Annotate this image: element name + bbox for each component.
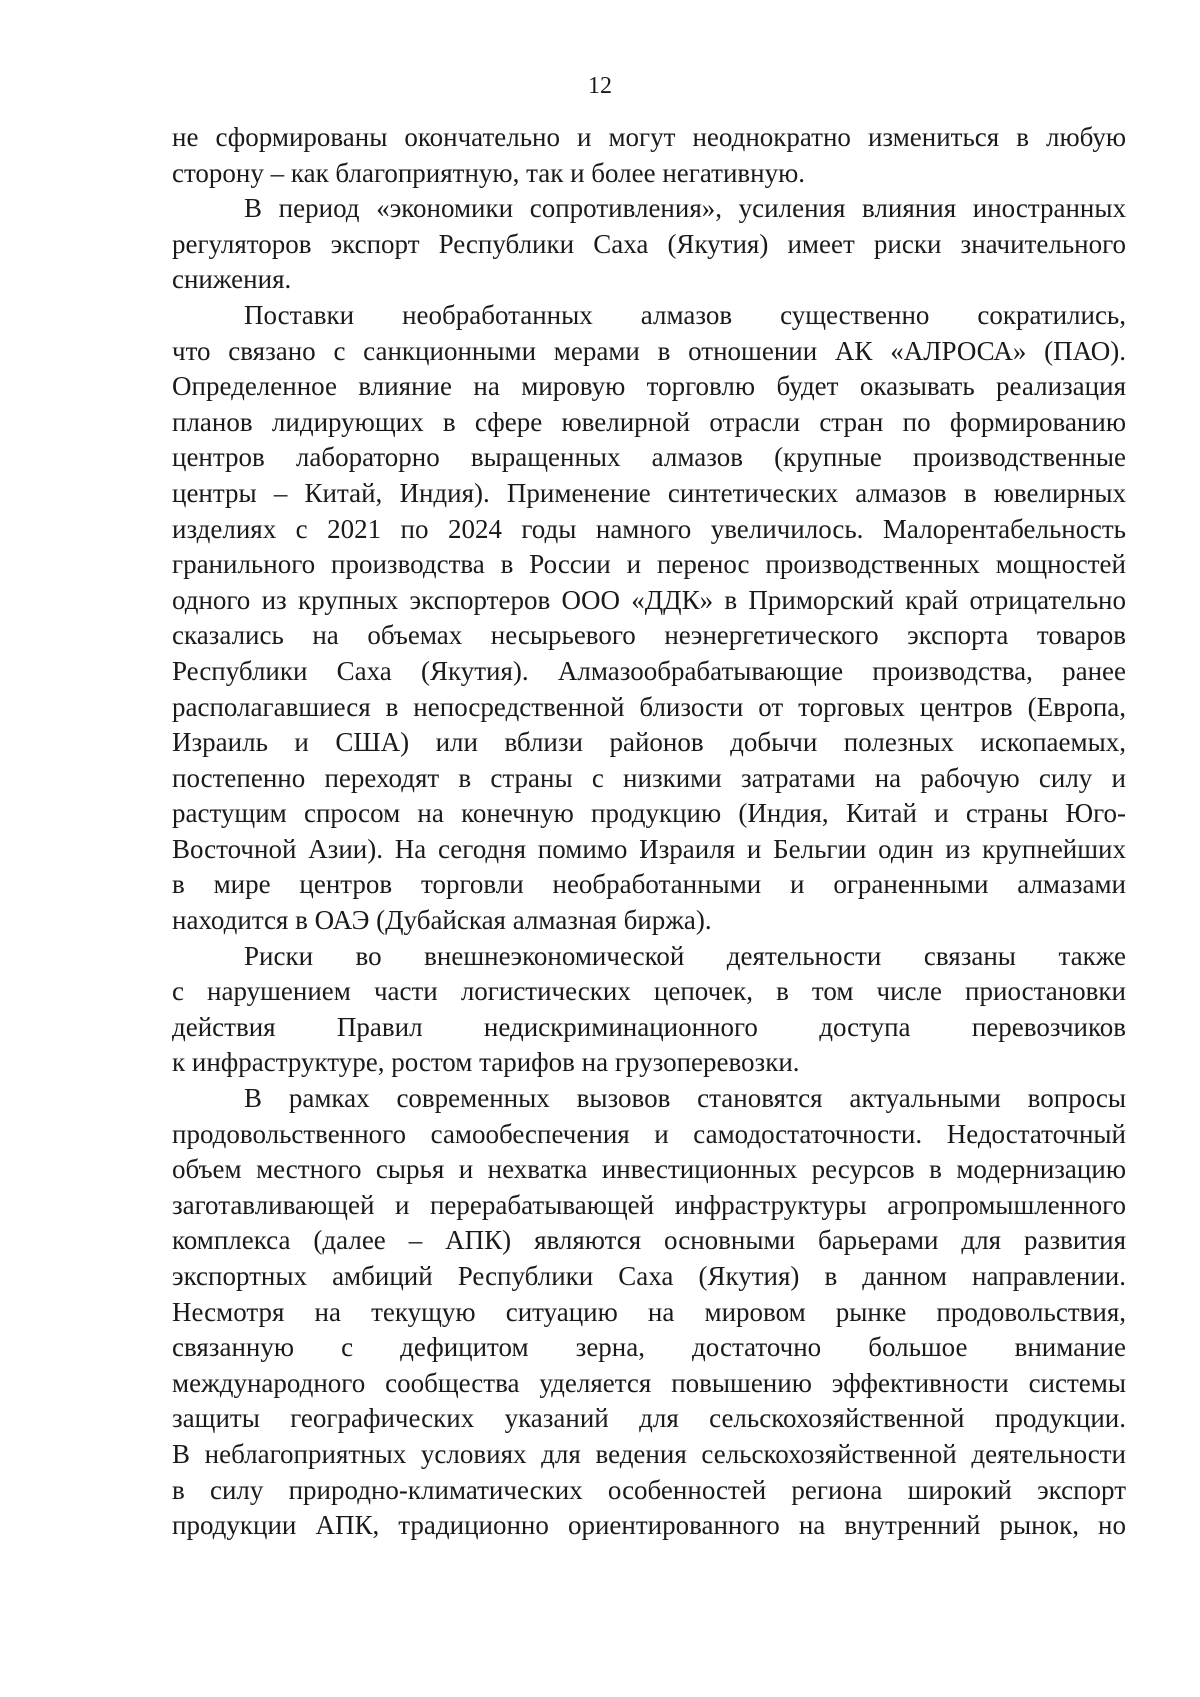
text-line: действия Правил недискриминационного доступа перевозчиков	[172, 1011, 1126, 1042]
text-line: изделиях с 2021 по 2024 годы намного увеличилось. Малорентабельность	[172, 513, 1126, 544]
text-line: Республики Саха (Якутия). Алмазообрабатывающие производства, ранее	[172, 655, 1126, 686]
text-line: сторону – как благоприятную, так и более негативную.	[172, 157, 806, 188]
text-line: что связано с санкционными мерами в отношении АК «АЛРОСА» (ПАО).	[172, 335, 1126, 366]
text-line: планов лидирующих в сфере ювелирной отрасли стран по формированию	[172, 406, 1126, 437]
document-body	[172, 120, 1126, 1544]
paragraph	[172, 191, 1126, 298]
text-line: растущим спросом на конечную продукцию (Индия, Китай и страны Юго-	[172, 798, 1126, 829]
text-line: с нарушением части логистических цепочек, в том числе приостановки	[172, 976, 1126, 1007]
text-line: связанную с дефицитом зерна, достаточно большое внимание	[172, 1332, 1126, 1363]
text-line: Риски во внешнеэкономической деятельности связаны также	[244, 940, 1126, 971]
text-line: заготавливающей и перерабатывающей инфраструктуры агропромышленного	[172, 1189, 1126, 1220]
text-line: располагавшиеся в непосредственной близости от торговых центров (Европа,	[172, 691, 1126, 722]
text-line: комплекса (далее – АПК) являются основными барьерами для развития	[172, 1225, 1126, 1256]
text-line: В неблагоприятных условиях для ведения сельскохозяйственной деятельности	[172, 1438, 1126, 1469]
text-line: международного сообщества уделяется повышению эффективности системы	[172, 1367, 1126, 1398]
paragraph	[172, 298, 1126, 939]
paragraph	[172, 939, 1126, 1081]
text-line: сказались на объемах несырьевого неэнергетического экспорта товаров	[172, 620, 1126, 651]
text-line: продовольственного самообеспечения и самодостаточности. Недостаточный	[172, 1118, 1126, 1149]
text-line: Израиль и США) или вблизи районов добычи полезных ископаемых,	[172, 727, 1126, 758]
text-line: объем местного сырья и нехватка инвестиционных ресурсов в модернизацию	[172, 1154, 1126, 1185]
text-line: гранильного производства в России и перенос производственных мощностей	[172, 549, 1126, 580]
text-line: Поставки необработанных алмазов существенно сократились,	[244, 299, 1126, 330]
text-line: снижения.	[172, 264, 292, 295]
text-line: Восточной Азии). На сегодня помимо Израиля и Бельгии один из крупнейших	[172, 833, 1126, 864]
text-line: Определенное влияние на мировую торговлю будет оказывать реализация	[172, 371, 1126, 402]
text-line: защиты географических указаний для сельскохозяйственной продукции.	[172, 1403, 1126, 1434]
text-line: центров лабораторно выращенных алмазов (крупные производственные	[172, 442, 1126, 473]
text-line: находится в ОАЭ (Дубайская алмазная биржа).	[172, 905, 712, 936]
text-line: Несмотря на текущую ситуацию на мировом рынке продовольствия,	[172, 1296, 1126, 1327]
text-line: В рамках современных вызовов становятся актуальными вопросы	[244, 1083, 1126, 1114]
text-line: В период «экономики сопротивления», усиления влияния иностранных	[244, 193, 1126, 224]
paragraph	[172, 1081, 1126, 1544]
text-line: регуляторов экспорт Республики Саха (Якутия) имеет риски значительного	[172, 228, 1126, 259]
text-line: продукции АПК, традиционно ориентированного на внутренний рынок, но	[172, 1510, 1126, 1541]
text-line: центры – Китай, Индия). Применение синтетических алмазов в ювелирных	[172, 477, 1126, 508]
page-number: 12	[588, 73, 612, 99]
text-line: не сформированы окончательно и могут неоднократно измениться в любую	[172, 122, 1126, 152]
text-line: одного из крупных экспортеров ООО «ДДК» в Приморский край отрицательно	[172, 584, 1126, 615]
paragraph	[172, 120, 1126, 191]
text-line: экспортных амбиций Республики Саха (Якутия) в данном направлении.	[172, 1261, 1126, 1291]
text-line: в силу природно-климатических особенностей региона широкий экспорт	[172, 1474, 1126, 1505]
text-line: к инфраструктуре, ростом тарифов на грузоперевозки.	[172, 1047, 800, 1078]
text-line: постепенно переходят в страны с низкими затратами на рабочую силу и	[172, 762, 1126, 793]
text-line: в мире центров торговли необработанными и ограненными алмазами	[172, 869, 1126, 900]
